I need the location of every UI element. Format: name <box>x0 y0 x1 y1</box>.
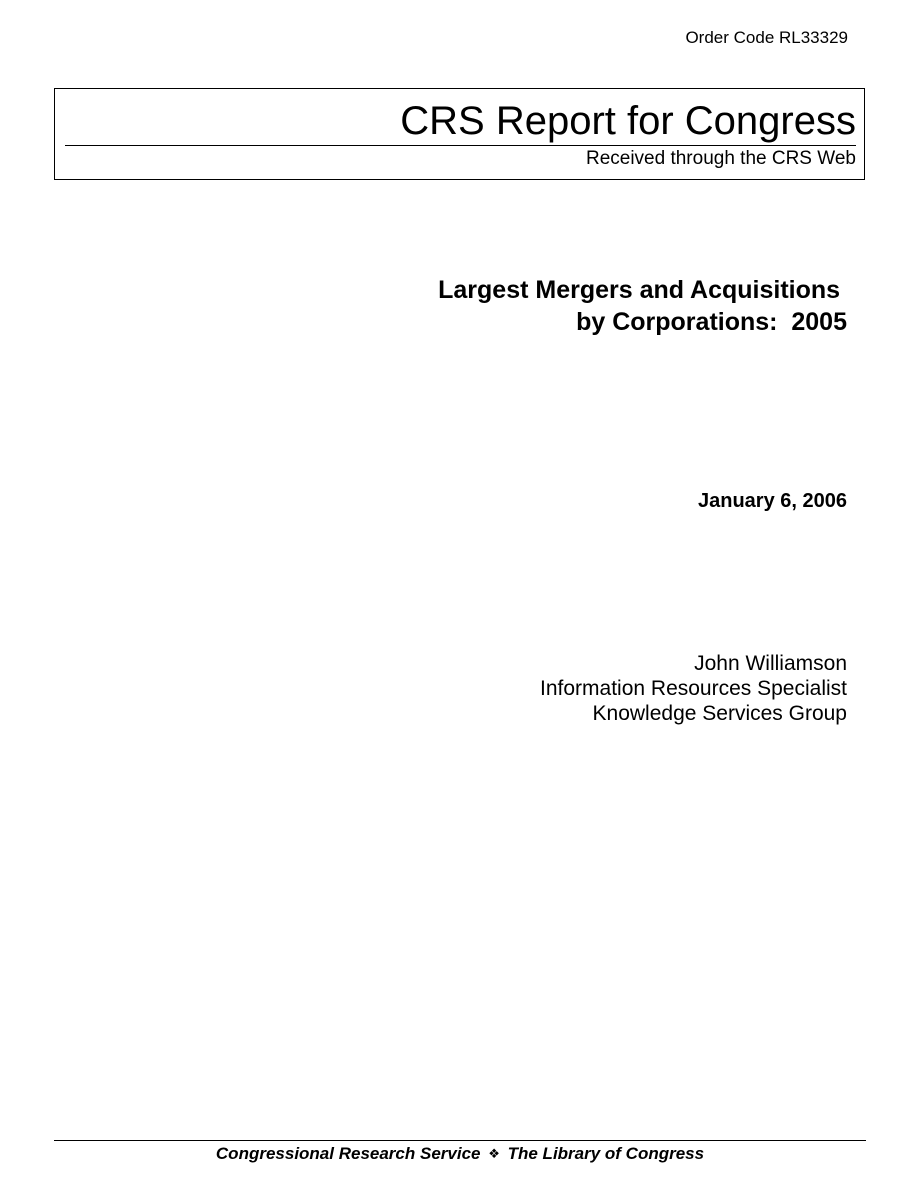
report-title-line-1: Largest Mergers and Acquisitions <box>438 276 847 304</box>
author-position: Information Resources Specialist <box>540 677 847 700</box>
footer <box>0 1143 920 1166</box>
author-name: John Williamson <box>694 652 847 675</box>
footer-library: The Library of Congress <box>507 1144 705 1163</box>
footer-organization: Congressional Research Service <box>215 1144 481 1163</box>
report-title <box>438 274 847 338</box>
report-title-line-2: by Corporations: 2005 <box>576 308 847 336</box>
banner-divider <box>65 145 856 146</box>
banner-subtitle: Received through the CRS Web <box>585 148 856 169</box>
report-date: January 6, 2006 <box>698 490 847 512</box>
diamond-icon: ❖ <box>488 1147 500 1162</box>
author-block <box>540 651 847 726</box>
author-group: Knowledge Services Group <box>592 702 847 725</box>
report-banner <box>54 88 865 180</box>
order-code: Order Code RL33329 <box>685 28 848 47</box>
banner-title: CRS Report for Congress <box>400 99 856 143</box>
footer-divider <box>54 1140 866 1141</box>
